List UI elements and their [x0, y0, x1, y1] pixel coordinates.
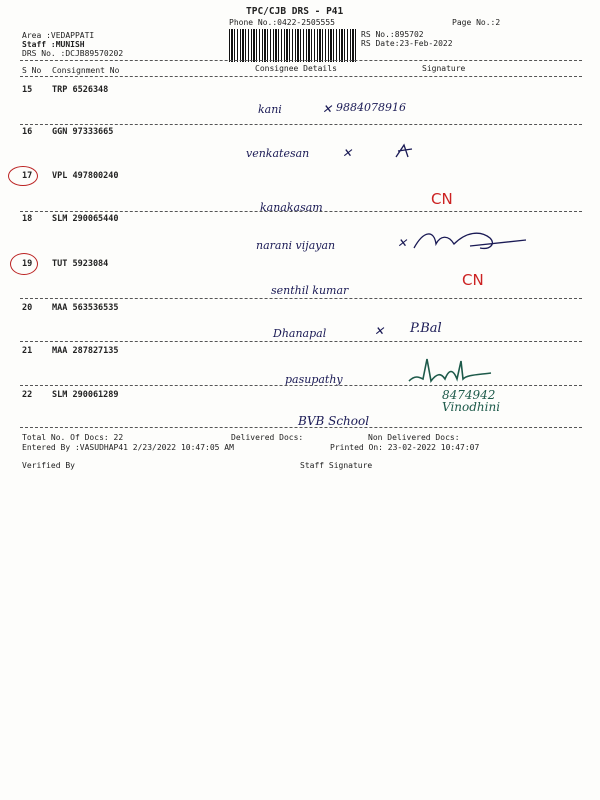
- row-sno: 19: [22, 259, 33, 269]
- row-divider: [20, 298, 582, 299]
- row-divider: [20, 124, 582, 125]
- row-consignment: SLM 290065440: [52, 214, 119, 224]
- signature-handwriting: 9884078916: [336, 101, 406, 114]
- delivered-docs: Delivered Docs:: [231, 433, 304, 442]
- col-consignment: Consignment No: [52, 66, 120, 75]
- row-sno: 18: [22, 214, 33, 224]
- cn-mark: CN: [462, 271, 484, 289]
- col-sno: S No: [22, 66, 42, 75]
- row-consignment: TRP 6526348: [52, 85, 109, 95]
- col-consignee: Consignee Details: [255, 64, 337, 73]
- row-consignment: VPL 497800240: [52, 171, 119, 181]
- consignee-handwriting: BVB School: [298, 414, 370, 428]
- area-label: Area :VEDAPPATI: [22, 31, 95, 40]
- header-rule: [20, 60, 582, 61]
- row-consignment: MAA 563536535: [52, 303, 119, 313]
- row-consignment: GGN 97333665: [52, 127, 114, 137]
- consignee-handwriting: senthil kumar: [271, 284, 349, 297]
- row-sno: 16: [22, 127, 33, 137]
- printed-on: Printed On: 23-02-2022 10:47:07: [330, 443, 480, 452]
- non-delivered-docs: Non Delivered Docs:: [368, 433, 460, 442]
- staff-signature: Staff Signature: [300, 461, 373, 470]
- phone-number: Phone No.:0422-2505555: [229, 18, 335, 27]
- signature-handwriting: P.Bal: [410, 321, 442, 336]
- row-divider: [20, 427, 582, 428]
- row-consignment: MAA 287827135: [52, 346, 119, 356]
- row-divider: [20, 341, 582, 342]
- consignee-handwriting: kani: [258, 103, 282, 116]
- total-docs: Total No. Of Docs: 22: [22, 433, 124, 442]
- consignee-handwriting: kanakasam: [260, 201, 323, 214]
- row-sno: 17: [22, 171, 33, 181]
- row-sno: 21: [22, 346, 33, 356]
- staff-label: Staff :MUNISH: [22, 40, 85, 49]
- page-number: Page No.:2: [452, 18, 501, 27]
- row-divider: [20, 385, 582, 386]
- signature-scribble: [394, 143, 414, 159]
- row-sno: 20: [22, 303, 33, 313]
- consignee-handwriting: Dhanapal: [273, 327, 327, 340]
- entered-by: Entered By :VASUDHAP41 2/23/2022 10:47:05 AM: [22, 443, 234, 452]
- signature-mark: ✕: [397, 236, 408, 250]
- signature-handwriting: 8474942 Vinodhini: [442, 388, 501, 414]
- barcode: [229, 29, 357, 62]
- col-signature: Signature: [422, 64, 466, 73]
- signature-scribble: [405, 355, 495, 389]
- column-rule: [20, 76, 582, 77]
- signature-scribble: [410, 226, 530, 256]
- row-sno: 22: [22, 390, 33, 400]
- rs-number: RS No.:895702: [361, 30, 424, 39]
- cn-mark: CN: [431, 190, 453, 208]
- consignee-handwriting: venkatesan: [246, 147, 310, 160]
- drs-number: DRS No. :DCJB89570202: [22, 49, 124, 58]
- row-divider: [20, 211, 582, 212]
- consignee-handwriting: narani vijayan: [256, 239, 336, 252]
- signature-mark: ✕: [322, 102, 333, 116]
- consignee-handwriting: pasupathy: [285, 373, 343, 386]
- row-consignment: TUT 5923084: [52, 259, 109, 269]
- rs-date: RS Date:23-Feb-2022: [361, 39, 453, 48]
- verified-by: Verified By: [22, 461, 75, 470]
- row-consignment: SLM 290061289: [52, 390, 119, 400]
- document-title: TPC/CJB DRS - P41: [246, 6, 344, 17]
- signature-mark: ✕: [342, 146, 353, 160]
- signature-mark: ✕: [374, 324, 385, 338]
- row-sno: 15: [22, 85, 33, 95]
